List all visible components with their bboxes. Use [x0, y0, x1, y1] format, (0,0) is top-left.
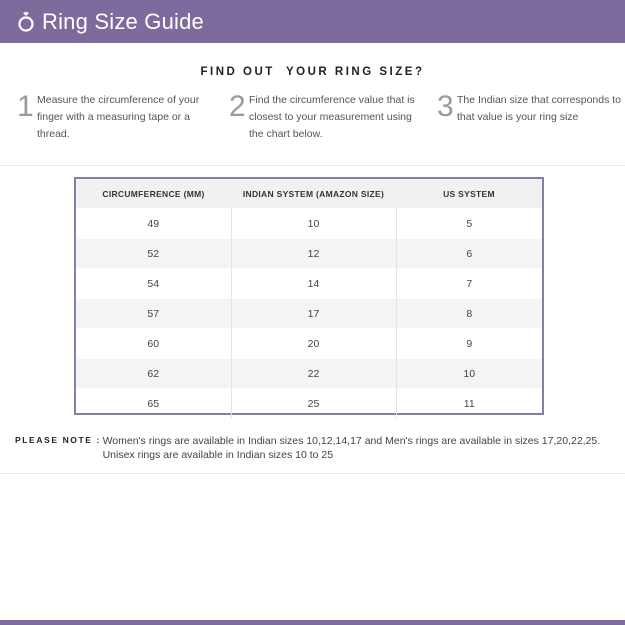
- cell-us-size: 6: [396, 239, 542, 269]
- cell-circumference: 65: [76, 389, 231, 419]
- cell-circumference: 49: [76, 209, 231, 239]
- section-title: FIND OUT YOUR RING SIZE?: [200, 66, 425, 78]
- cell-circumference: 57: [76, 299, 231, 329]
- cell-indian-size: 12: [231, 239, 396, 269]
- step-number: 1: [17, 90, 34, 123]
- cell-us-size: 7: [396, 269, 542, 299]
- please-note: [15, 434, 615, 462]
- cell-us-size: 11: [396, 389, 542, 419]
- table-row: [76, 209, 542, 239]
- table-row: [76, 329, 542, 359]
- table-row: [76, 389, 542, 419]
- header-circumference: CIRCUMFERENCE (MM): [76, 179, 231, 209]
- header-us-system: US SYSTEM: [396, 179, 542, 209]
- cell-us-size: 8: [396, 299, 542, 329]
- table-header-row: [76, 179, 542, 209]
- header-indian-system: INDIAN SYSTEM (AMAZON SIZE): [231, 179, 396, 209]
- cell-indian-size: 10: [231, 209, 396, 239]
- table-row: [76, 299, 542, 329]
- divider: [0, 473, 625, 474]
- cell-indian-size: 17: [231, 299, 396, 329]
- cell-us-size: 9: [396, 329, 542, 359]
- cell-circumference: 52: [76, 239, 231, 269]
- step-number: 2: [229, 90, 246, 123]
- step-text: The Indian size that corresponds to that value is your ring size: [457, 94, 622, 123]
- cell-indian-size: 14: [231, 269, 396, 299]
- ring-icon: [16, 11, 36, 33]
- step-2: [229, 92, 419, 143]
- cell-circumference: 54: [76, 269, 231, 299]
- step-text: Measure the circumference of your finger with a measuring tape or a thread.: [37, 94, 200, 140]
- footer-bar: [0, 620, 625, 625]
- note-text: Women's rings are available in Indian sizes 10,12,14,17 and Men's rings are available in sizes 17,20,22,25. Unisex rings are available in Indian sizes 10 to 25: [102, 435, 601, 461]
- size-chart: [74, 177, 544, 415]
- table-row: [76, 239, 542, 269]
- cell-us-size: 10: [396, 359, 542, 389]
- cell-circumference: 60: [76, 329, 231, 359]
- size-table: [76, 179, 542, 418]
- cell-us-size: 5: [396, 209, 542, 239]
- page-title: Ring Size Guide: [42, 8, 204, 34]
- divider: [0, 165, 625, 166]
- cell-indian-size: 20: [231, 329, 396, 359]
- step-number: 3: [437, 90, 454, 123]
- table-row: [76, 269, 542, 299]
- header-bar: [0, 0, 625, 43]
- cell-indian-size: 25: [231, 389, 396, 419]
- table-row: [76, 359, 542, 389]
- cell-indian-size: 22: [231, 359, 396, 389]
- step-1: [17, 92, 207, 143]
- cell-circumference: 62: [76, 359, 231, 389]
- note-label: PLEASE NOTE :: [15, 435, 101, 445]
- step-text: Find the circumference value that is closest to your measurement using the chart below.: [249, 94, 415, 140]
- step-3: [437, 92, 625, 126]
